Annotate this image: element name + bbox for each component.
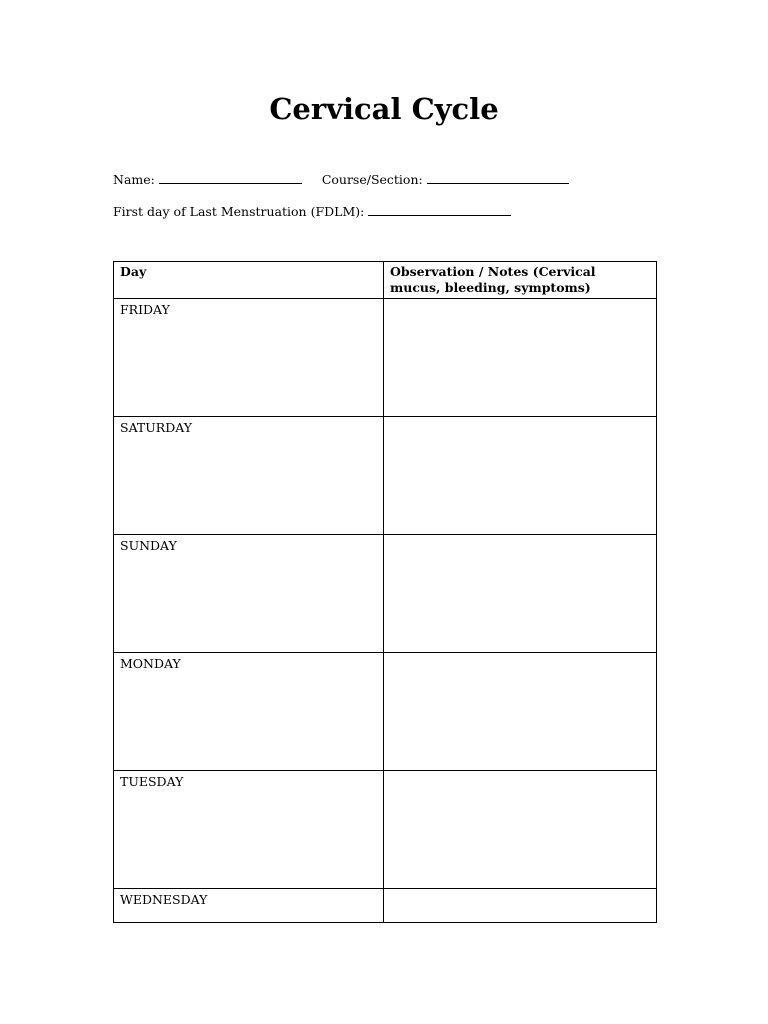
notes-header: Observation / Notes (Cervical mucus, bleeding, symptoms) (384, 262, 657, 299)
table-row (114, 417, 657, 535)
table-row (114, 535, 657, 653)
notes-cell[interactable] (384, 889, 657, 923)
table-header-row (114, 262, 657, 299)
day-cell (114, 417, 384, 535)
day-label: SUNDAY (120, 538, 177, 553)
day-label: SATURDAY (120, 420, 192, 435)
table-row (114, 299, 657, 417)
cycle-log-table (113, 261, 657, 923)
fdlm-label: First day of Last Menstruation (FDLM): (113, 204, 365, 219)
name-blank[interactable] (159, 171, 302, 184)
course-section-blank[interactable] (427, 171, 569, 184)
course-section-label: Course/Section: (321, 172, 423, 187)
name-label: Name: (113, 172, 155, 187)
day-header: Day (114, 262, 384, 299)
day-cell (114, 889, 384, 923)
day-cell (114, 299, 384, 417)
fdlm-line (113, 203, 511, 219)
notes-cell[interactable] (384, 417, 657, 535)
day-label: MONDAY (120, 656, 181, 671)
notes-cell[interactable] (384, 653, 657, 771)
notes-cell[interactable] (384, 299, 657, 417)
day-label: WEDNESDAY (120, 892, 208, 907)
table-row (114, 889, 657, 923)
day-label: TUESDAY (120, 774, 184, 789)
table-row (114, 771, 657, 889)
name-course-line (113, 171, 569, 187)
day-cell (114, 535, 384, 653)
page-title: Cervical Cycle (269, 92, 499, 126)
day-label: FRIDAY (120, 302, 170, 317)
day-cell (114, 771, 384, 889)
day-cell (114, 653, 384, 771)
notes-cell[interactable] (384, 771, 657, 889)
table-row (114, 653, 657, 771)
notes-cell[interactable] (384, 535, 657, 653)
fdlm-blank[interactable] (368, 203, 511, 216)
